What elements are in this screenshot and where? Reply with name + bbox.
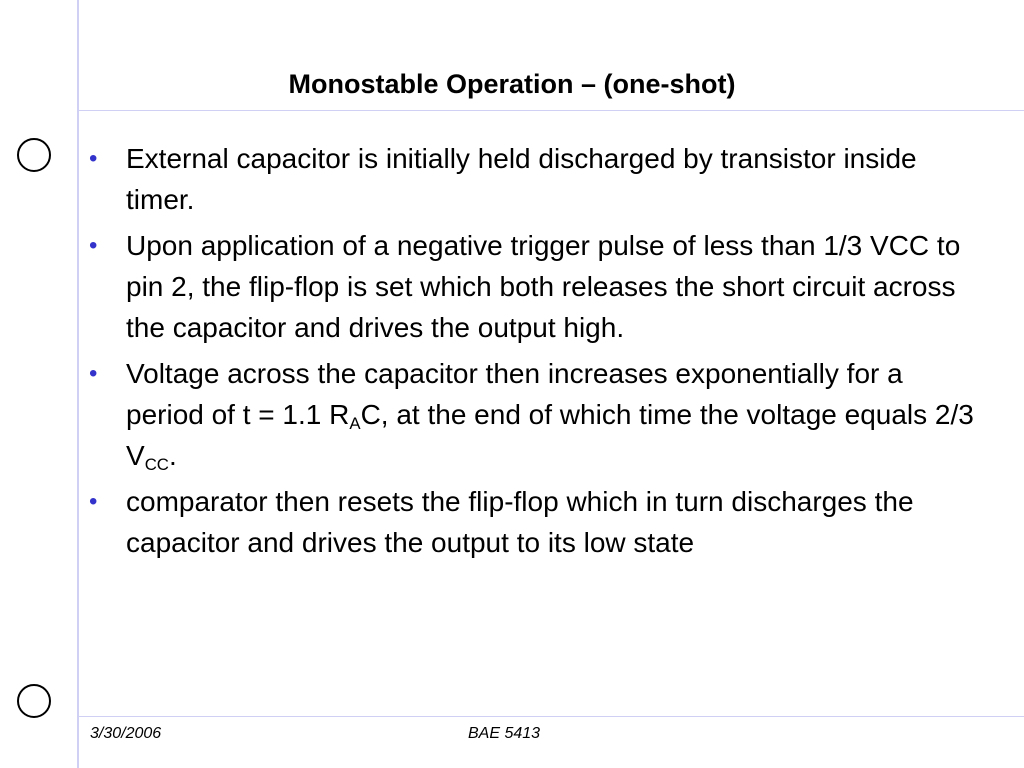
subscript-a: A: [349, 414, 361, 433]
footer-rule: [77, 716, 1024, 717]
bullet-item: [126, 481, 986, 563]
bullet-text: External capacitor is initially held discharged by transistor inside timer.: [126, 143, 917, 215]
punch-hole-bottom: [17, 684, 51, 718]
subscript-cc: CC: [144, 455, 169, 474]
bullet-text: comparator then resets the flip-flop which in turn discharges the capacitor and drives the output to its low state: [126, 486, 914, 558]
bullet-text: Upon application of a negative trigger pulse of less than 1/3 VCC to pin 2, the flip-flop is set which both releases the short circuit across the capacitor and drives the output high.: [126, 230, 961, 343]
bullet-text: C, at the end of which time the voltage equals 2/3 V: [126, 399, 974, 471]
footer-date: 3/30/2006: [90, 725, 162, 742]
bullet-list: [126, 138, 986, 568]
bullet-text: .: [168, 440, 177, 471]
slide-title: Monostable Operation – (one-shot): [288, 69, 736, 99]
header-rule: [77, 110, 1024, 111]
bullet-text: Voltage across the capacitor then increases exponentially for a period of t = 1.1 R: [126, 358, 903, 430]
bullet-item: [126, 225, 986, 348]
margin-rule-vertical: [77, 0, 79, 768]
punch-hole-top: [17, 138, 51, 172]
bullet-item: [126, 353, 986, 476]
bullet-item: [126, 138, 986, 220]
footer-course: BAE 5413: [468, 725, 541, 742]
